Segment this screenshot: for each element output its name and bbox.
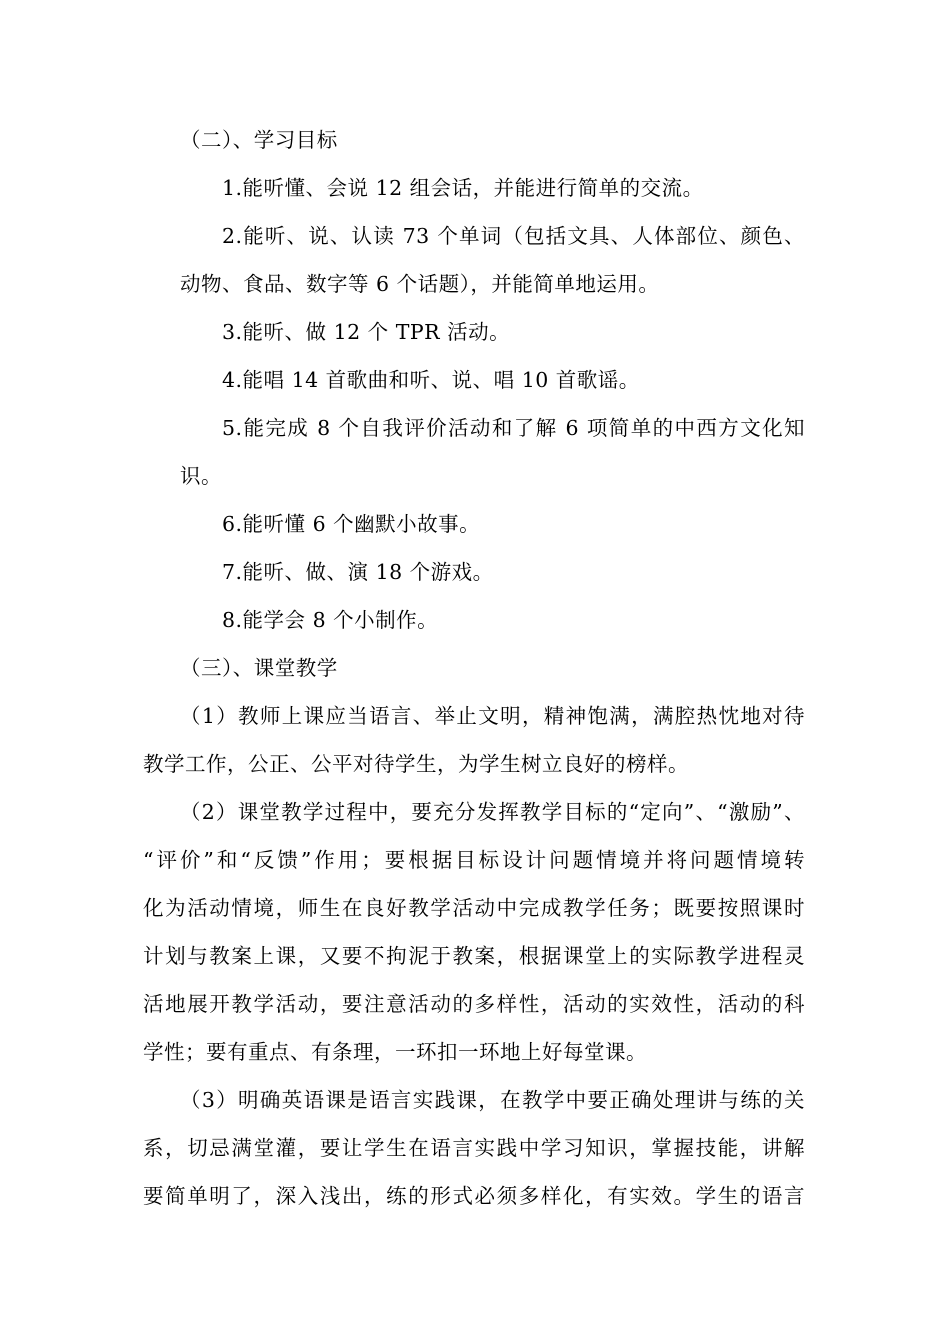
goal-3: 3.能听、做 12 个 TPR 活动。: [222, 320, 511, 344]
para-3-line-2: 系，切忌满堂灌，要让学生在语言实践中学习知识，掌握技能，讲解: [143, 1136, 805, 1160]
goal-1: 1.能听懂、会说 12 组会话，并能进行简单的交流。: [222, 176, 704, 200]
goal-5-line-2: 识。: [180, 464, 222, 488]
para-2-line-5: 活地展开教学活动，要注意活动的多样性，活动的实效性，活动的科: [143, 992, 805, 1016]
goal-2-line-1: 2.能听、说、认读 73 个单词（包括文具、人体部位、颜色、: [222, 224, 805, 248]
para-2-line-4: 计划与教案上课，又要不拘泥于教案，根据课堂上的实际教学进程灵: [143, 944, 805, 968]
para-2-line-2: “评价”和“反馈”作用；要根据目标设计问题情境并将问题情境转: [143, 848, 805, 872]
para-1-line-1: （1）教师上课应当语言、举止文明，精神饱满，满腔热忱地对待: [180, 704, 805, 728]
goal-4: 4.能唱 14 首歌曲和听、说、唱 10 首歌谣。: [222, 368, 640, 392]
section-heading-goals: （二）、学习目标: [180, 128, 338, 152]
goal-5-line-1: 5.能完成 8 个自我评价活动和了解 6 项简单的中西方文化知: [222, 416, 805, 440]
goal-7: 7.能听、做、演 18 个游戏。: [222, 560, 494, 584]
goal-2-line-2: 动物、食品、数字等 6 个话题），并能简单地运用。: [180, 272, 660, 296]
goal-6: 6.能听懂 6 个幽默小故事。: [222, 512, 481, 536]
section-heading-classroom: （三）、课堂教学: [180, 656, 338, 680]
para-2-line-6: 学性；要有重点、有条理，一环扣一环地上好每堂课。: [143, 1040, 647, 1064]
para-3-line-3: 要简单明了，深入浅出，练的形式必须多样化，有实效。学生的语言: [143, 1184, 805, 1208]
para-2-line-1: （2）课堂教学过程中，要充分发挥教学目标的“定向”、“激励”、: [180, 800, 805, 824]
goal-8: 8.能学会 8 个小制作。: [222, 608, 439, 632]
para-1-line-2: 教学工作，公正、公平对待学生，为学生树立良好的榜样。: [143, 752, 689, 776]
para-2-line-3: 化为活动情境，师生在良好教学活动中完成教学任务；既要按照课时: [143, 896, 805, 920]
para-3-line-1: （3）明确英语课是语言实践课，在教学中要正确处理讲与练的关: [180, 1088, 805, 1112]
